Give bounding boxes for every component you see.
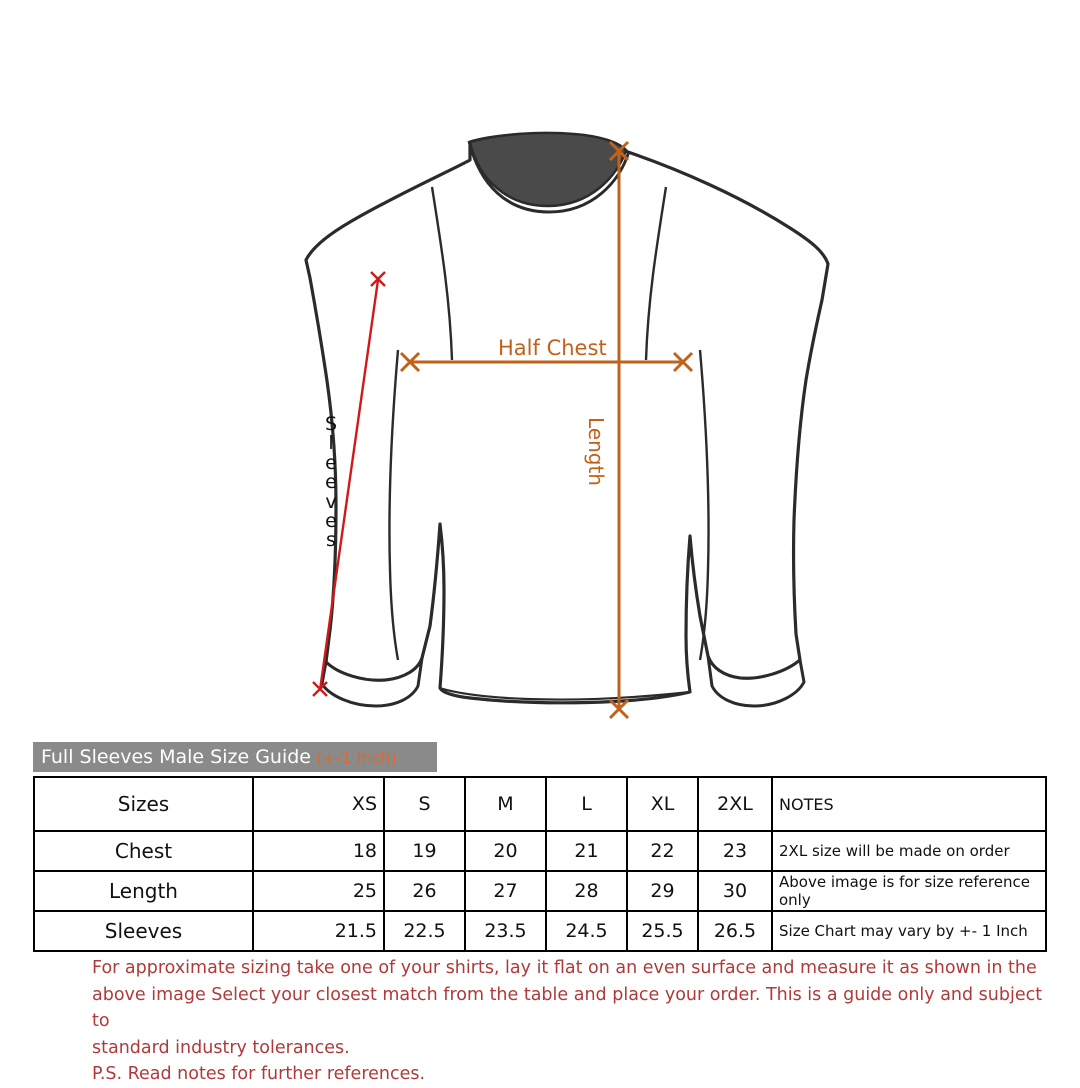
length-2xl: 30 [698, 871, 772, 911]
row-label-chest: Chest [34, 831, 253, 871]
table-row [34, 831, 1046, 871]
table-header-row [34, 777, 1046, 831]
header-s: S [384, 777, 465, 831]
header-notes: NOTES [772, 777, 1046, 831]
sleeves-letter: e [325, 451, 337, 474]
sleeves-l: 24.5 [546, 911, 627, 951]
table-row [34, 871, 1046, 911]
header-xs: XS [253, 777, 384, 831]
sleeves-letter: S [324, 413, 338, 435]
half-chest-label: Half Chest [498, 336, 607, 360]
sizing-instructions-line-4: P.S. Read notes for further references. [92, 1064, 426, 1085]
length-l: 28 [546, 871, 627, 911]
sleeves-letter: v [325, 490, 337, 513]
garment-shape [306, 133, 828, 706]
size-chart-table [33, 776, 1047, 952]
sizing-instructions-line-2: above image Select your closest match from the table and place your order. This is a guide only and subject to [92, 984, 1043, 1032]
chest-l: 21 [546, 831, 627, 871]
chest-2xl: 23 [698, 831, 772, 871]
length-xl: 29 [627, 871, 698, 911]
sleeves-m: 23.5 [465, 911, 546, 951]
length-xs: 25 [253, 871, 384, 911]
sleeves-letter: e [325, 471, 337, 494]
note-row-2: Above image is for size reference only [772, 871, 1046, 911]
chest-s: 19 [384, 831, 465, 871]
header-xl: XL [627, 777, 698, 831]
length-s: 26 [384, 871, 465, 911]
sizing-instructions-line-1: For approximate sizing take one of your shirts, lay it flat on an even surface and measure it as shown in the [92, 958, 1037, 978]
sleeves-label [321, 415, 341, 551]
row-label-sleeves: Sleeves [34, 911, 253, 951]
size-guide-title-text: Full Sleeves Male Size Guide [41, 746, 311, 768]
chest-xs: 18 [253, 831, 384, 871]
chest-xl: 22 [627, 831, 698, 871]
size-guide-title [33, 742, 437, 772]
note-row-1: 2XL size will be made on order [772, 831, 1046, 871]
chest-m: 20 [465, 831, 546, 871]
sleeves-2xl: 26.5 [698, 911, 772, 951]
note-row-3: Size Chart may vary by +- 1 Inch [772, 911, 1046, 951]
sizing-instructions [92, 955, 1052, 1088]
header-2xl: 2XL [698, 777, 772, 831]
sleeves-xl: 25.5 [627, 911, 698, 951]
sleeves-letter: s [326, 529, 336, 552]
sleeves-xs: 21.5 [253, 911, 384, 951]
header-sizes: Sizes [34, 777, 253, 831]
table-row [34, 911, 1046, 951]
sleeves-s: 22.5 [384, 911, 465, 951]
size-guide-tolerance-text: (+-1 Inch) [316, 747, 397, 767]
sleeves-letter: e [325, 509, 337, 532]
header-l: L [546, 777, 627, 831]
row-label-length: Length [34, 871, 253, 911]
sleeves-letter: l [328, 432, 334, 455]
length-label: Length [584, 417, 608, 486]
sizing-instructions-line-3: standard industry tolerances. [92, 1037, 350, 1058]
length-m: 27 [465, 871, 546, 911]
header-m: M [465, 777, 546, 831]
